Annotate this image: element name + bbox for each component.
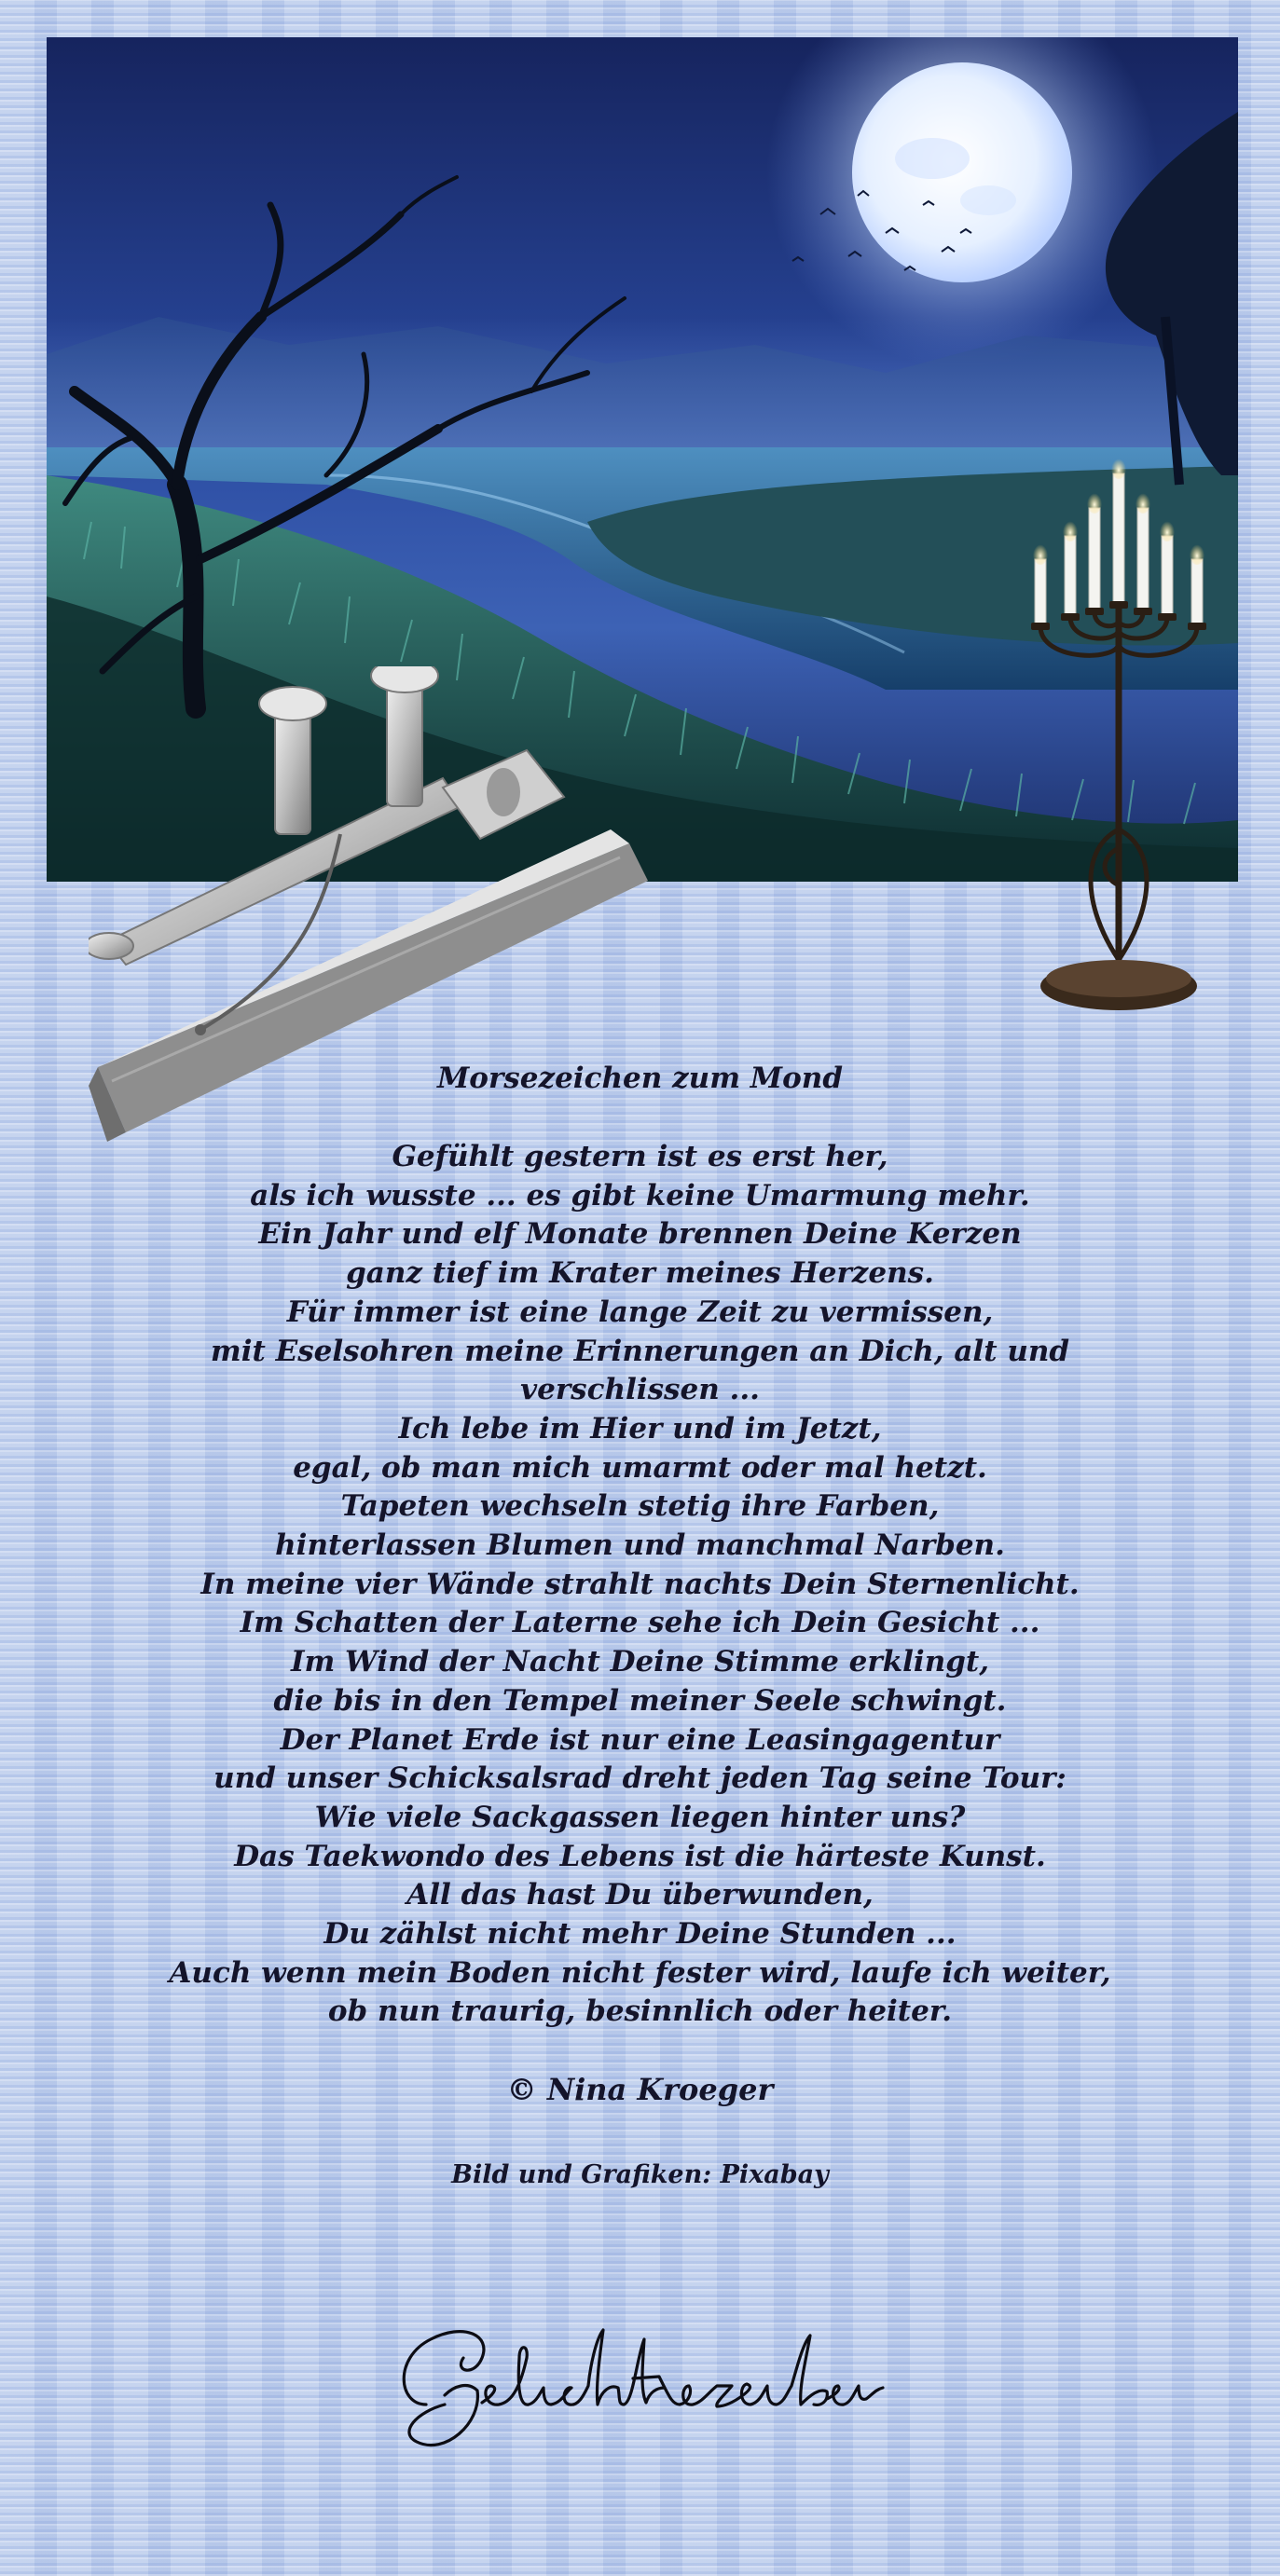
poem-line: Auch wenn mein Boden nicht fester wird, laufe ich weiter, [169,1955,1111,1990]
poem-line: mit Eselsohren meine Erinnerungen an Dich, alt und [210,1334,1070,1368]
poem-line: In meine vier Wände strahlt nachts Dein Sternenlicht. [200,1567,1080,1601]
poem-line: egal, ob man mich umarmt oder mal hetzt. [293,1450,987,1485]
poem-line: als ich wusste ... es gibt keine Umarmung mehr. [250,1178,1030,1213]
poem-line: Für immer ist eine lange Zeit zu vermissen, [286,1295,994,1329]
copyright-notice: © Nina Kroeger [506,2072,774,2108]
poem [0,1058,1280,2194]
poem-line: Der Planet Erde ist nur eine Leasingagentur [280,1722,1000,1757]
poem-line: verschlissen ... [520,1373,760,1407]
poem-line: Du zählst nicht mehr Deine Stunden ... [323,1917,957,1952]
signature-script [389,2302,892,2470]
poem-line: Im Schatten der Laterne sehe ich Dein Gesicht ... [240,1606,1040,1640]
poem-line: Tapeten wechseln stetig ihre Farben, [340,1489,940,1524]
poem-line: die bis in den Tempel meiner Seele schwingt. [273,1683,1007,1718]
candelabra-image [1016,457,1221,1016]
poem-line: Im Wind der Nacht Deine Stimme erklingt, [290,1645,990,1679]
poem-line: All das hast Du überwunden, [406,1878,874,1912]
signature-logo [0,2302,1280,2473]
image-credits: Bild und Grafiken: Pixabay [451,2160,829,2190]
poem-line: Ich lebe im Hier und im Jetzt, [398,1411,882,1446]
poem-line: Ein Jahr und elf Monate brennen Deine Kerzen [258,1217,1022,1252]
poem-line: Das Taekwondo des Lebens ist die härteste Kunst. [234,1839,1046,1873]
poem-line: Wie viele Sackgassen liegen hinter uns? [314,1800,966,1834]
poem-line: ob nun traurig, besinnlich oder heiter. [327,1994,953,2029]
poem-line: Gefühlt gestern ist es erst her, [392,1140,888,1173]
poem-title: Morsezeichen zum Mond [436,1062,843,1095]
poem-line: und unser Schicksalsrad dreht jeden Tag seine Tour: [213,1761,1067,1796]
poem-body [0,1138,1280,2032]
poem-line: hinterlassen Blumen und manchmal Narben. [275,1528,1005,1563]
poem-line: ganz tief im Krater meines Herzens. [346,1256,934,1291]
